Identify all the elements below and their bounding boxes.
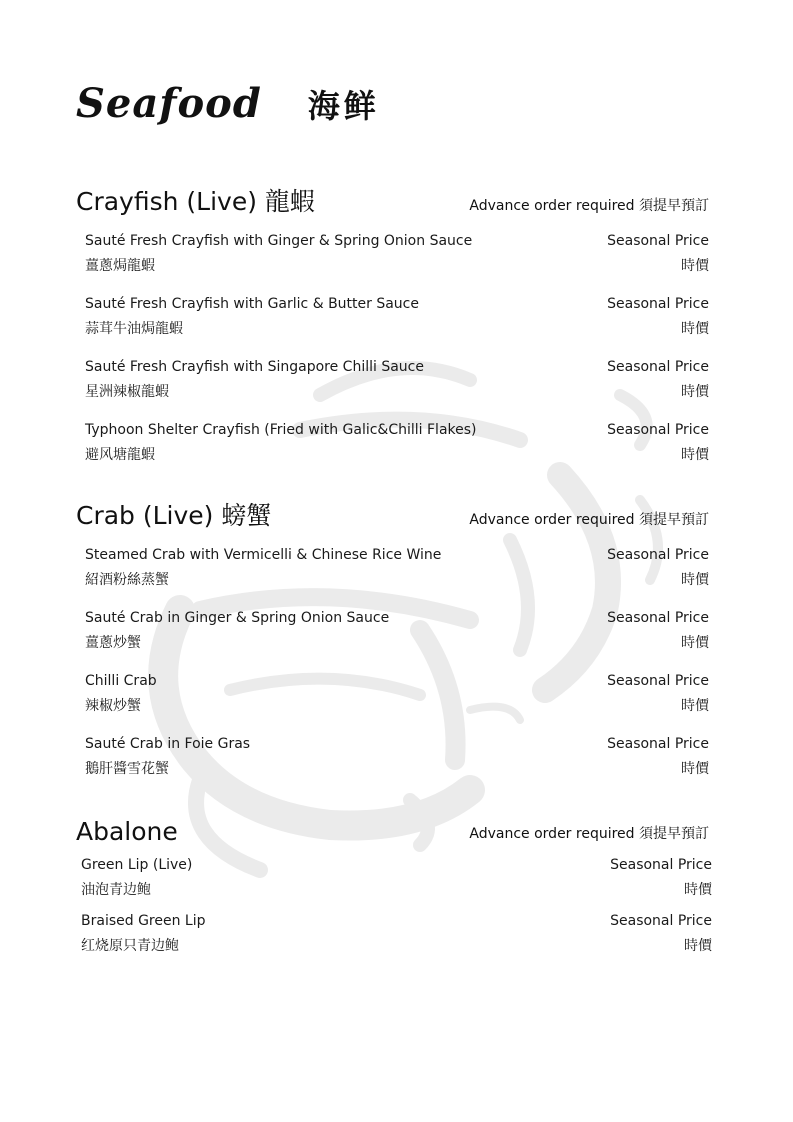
item-price: Seasonal Price <box>607 233 709 249</box>
item-name: Sauté Fresh Crayfish with Garlic & Butter Sauce <box>85 296 419 312</box>
item-price: Seasonal Price <box>607 422 709 438</box>
item-name: Braised Green Lip <box>81 913 206 929</box>
item-name: Typhoon Shelter Crayfish (Fried with Galic&Chilli Flakes) <box>85 422 477 438</box>
section-title: Crab (Live) 螃蟹 <box>76 501 272 530</box>
item-name: Chilli Crab <box>85 673 157 689</box>
section-title: Crayfish (Live) 龍蝦 <box>76 187 315 216</box>
item-price-zh: 時價 <box>681 384 709 400</box>
item-name-zh: 紹酒粉絲蒸蟹 <box>85 572 169 588</box>
menu-item <box>81 913 712 959</box>
item-name-zh: 油泡青边鲍 <box>81 882 151 898</box>
item-name-zh: 薑蔥焗龍蝦 <box>85 258 155 274</box>
section-title: Abalone <box>76 817 178 846</box>
menu-item <box>85 296 709 342</box>
advance-order-note: Advance order required 須提早預訂 <box>469 512 709 528</box>
item-name: Sauté Crab in Foie Gras <box>85 736 251 752</box>
item-name-zh: 蒜茸牛油焗龍蝦 <box>85 321 183 337</box>
item-name-zh: 避风塘龍蝦 <box>85 447 155 463</box>
menu-item <box>85 673 709 719</box>
menu-item <box>85 359 709 405</box>
item-price: Seasonal Price <box>607 673 709 689</box>
item-price-zh: 時價 <box>681 635 709 651</box>
page-title <box>76 80 380 127</box>
menu-item <box>81 857 712 903</box>
item-name-zh: 红烧原只青边鲍 <box>81 938 179 954</box>
item-name-zh: 鵝肝醬雪花蟹 <box>85 761 169 777</box>
item-name-zh: 星洲辣椒龍蝦 <box>85 384 169 400</box>
item-name: Steamed Crab with Vermicelli & Chinese Rice Wine <box>85 547 442 563</box>
page-title-zh: 海鲜 <box>307 87 380 125</box>
item-name-zh: 薑蔥炒蟹 <box>85 635 141 651</box>
item-price: Seasonal Price <box>607 736 709 752</box>
menu-item <box>85 422 709 468</box>
item-price: Seasonal Price <box>610 857 712 873</box>
menu-item <box>85 736 709 782</box>
item-price-zh: 時價 <box>681 761 709 777</box>
item-name: Sauté Crab in Ginger & Spring Onion Sauce <box>85 610 390 626</box>
item-price-zh: 時價 <box>684 882 712 898</box>
advance-order-note: Advance order required 須提早預訂 <box>469 826 709 842</box>
section-header-crab <box>76 496 709 532</box>
item-price: Seasonal Price <box>610 913 712 929</box>
menu-item <box>85 610 709 656</box>
section-header-crayfish <box>76 182 709 218</box>
item-price-zh: 時價 <box>684 938 712 954</box>
page-title-en: Seafood <box>76 80 262 127</box>
item-price-zh: 時價 <box>681 258 709 274</box>
item-name: Sauté Fresh Crayfish with Singapore Chilli Sauce <box>85 359 424 375</box>
section-header-abalone <box>76 810 709 846</box>
item-price-zh: 時價 <box>681 321 709 337</box>
menu-item <box>85 547 709 593</box>
item-price: Seasonal Price <box>607 359 709 375</box>
advance-order-note: Advance order required 須提早預訂 <box>469 198 709 214</box>
item-price: Seasonal Price <box>607 610 709 626</box>
item-price-zh: 時價 <box>681 447 709 463</box>
item-price: Seasonal Price <box>607 296 709 312</box>
item-price-zh: 時價 <box>681 572 709 588</box>
menu-item <box>85 233 709 279</box>
item-name: Green Lip (Live) <box>81 857 193 873</box>
item-name: Sauté Fresh Crayfish with Ginger & Spring Onion Sauce <box>85 233 473 249</box>
item-name-zh: 辣椒炒蟹 <box>85 698 141 714</box>
item-price-zh: 時價 <box>681 698 709 714</box>
item-price: Seasonal Price <box>607 547 709 563</box>
